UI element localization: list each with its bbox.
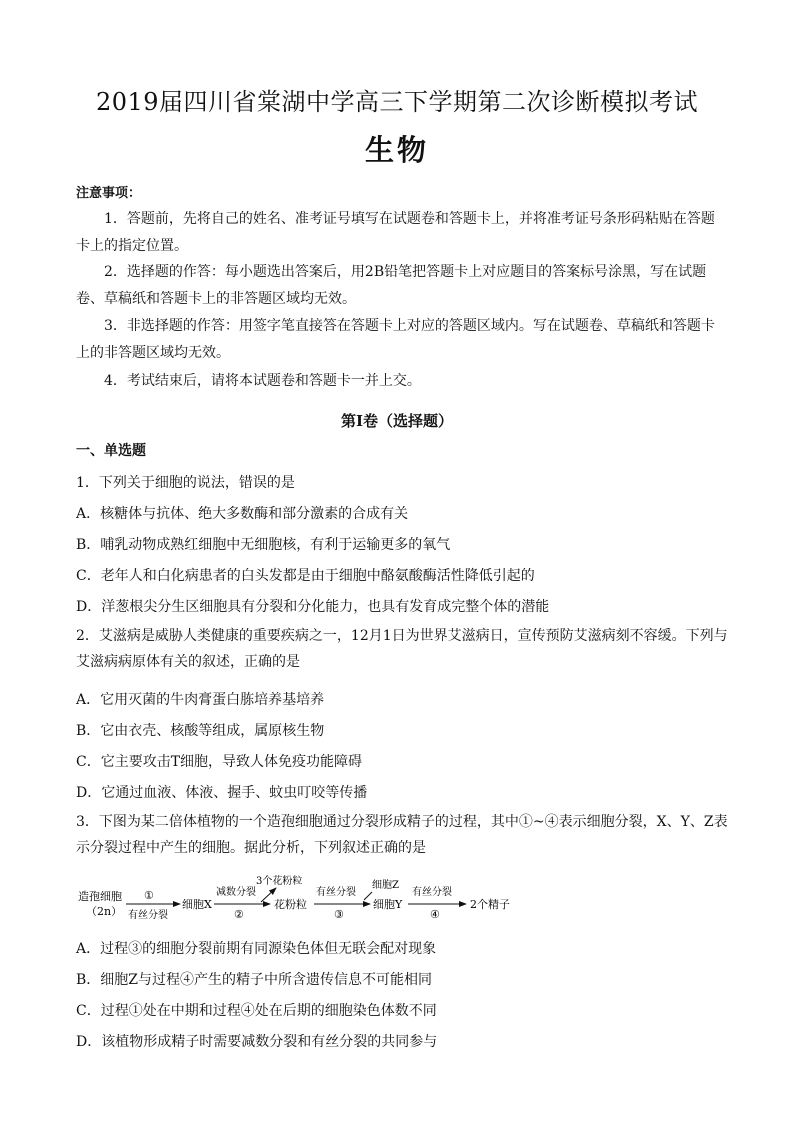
question-3-option-b: B．细胞Z与过程④产生的精子中所含遗传信息不可能相同: [76, 972, 433, 988]
question-2-option-a: A．它用灭菌的牛肉膏蛋白胨培养基培养: [76, 692, 325, 708]
part-heading: 一、单选题: [76, 443, 146, 459]
three-pollen-label: 3个花粉粒: [256, 876, 303, 887]
start-cell-ploidy: （2n）: [86, 905, 123, 918]
step3-label: 有丝分裂: [316, 887, 356, 898]
section-title: 第I卷（选择题）: [340, 412, 454, 430]
cell-z-label: 细胞Z: [372, 880, 399, 891]
notice-item-4: 4．考试结束后，请将本试题卷和答题卡一并上交。: [104, 373, 421, 389]
question-3-option-d: D．该植物形成精子时需要减数分裂和有丝分裂的共同参与: [76, 1034, 438, 1050]
step4-label: 有丝分裂: [412, 887, 452, 898]
question-2-option-c: C．它主要攻击T细胞，导致人体免疫功能障碍: [76, 754, 363, 770]
question-2-stem: 2．艾滋病是威胁人类健康的重要疾病之一，12月1日为世界艾滋病日，宣传预防艾滋病刻不容缓。下列与艾滋病病原体有关的叙述，正确的是: [76, 628, 728, 670]
step2-label: 减数分裂: [216, 887, 256, 898]
exam-title: 2019届四川省棠湖中学高三下学期第二次诊断模拟考试: [95, 88, 699, 116]
question-1-option-d: D．洋葱根尖分生区细胞具有分裂和分化能力，也具有发育成完整个体的潜能: [76, 599, 550, 615]
question-1-option-b: B．哺乳动物成熟红细胞中无细胞核，有利于运输更多的氧气: [76, 537, 451, 553]
question-1-stem: 1．下列关于细胞的说法，错误的是: [76, 475, 295, 491]
step4-number: ④: [430, 908, 440, 921]
step2-number: ②: [234, 908, 244, 921]
question-3-option-a: A．过程③的细胞分裂前期有同源染色体但无联会配对现象: [76, 941, 437, 957]
notice-item-3: 3．非选择题的作答：用签字笔直接答在答题卡上对应的答题区域内。写在试题卷、草稿纸和答题卡上的非答题区域均无效。: [76, 318, 715, 361]
cell-z-branch: [364, 892, 372, 900]
pollen-label: 花粉粒: [274, 898, 307, 911]
step1-number: ①: [144, 889, 154, 902]
subject-title: 生物: [364, 133, 429, 167]
cell-x-label: 细胞X: [182, 898, 212, 911]
step3-number: ③: [334, 908, 344, 921]
question-1-option-a: A．核糖体与抗体、绝大多数酶和部分激素的合成有关: [76, 506, 409, 522]
question-2-option-b: B．它由衣壳、核酸等组成，属原核生物: [76, 723, 325, 739]
notice-item-2: 2．选择题的作答：每小题选出答案后，用2B铅笔把答题卡上对应题目的答案标号涂黑，写在试题卷、草稿纸和答题卡上的非答题区域均无效。: [76, 264, 707, 307]
notice-item-1: 1．答题前，先将自己的姓名、准考证号填写在试题卷和答题卡上，并将准考证号条形码粘贴在答题卡上的指定位置。: [76, 211, 715, 254]
step1-label: 有丝分裂: [128, 910, 168, 921]
question-3-option-c: C．过程①处在中期和过程④处在后期的细胞染色体数不同: [76, 1003, 437, 1019]
question-2-option-d: D．它通过血液、体液、握手、蚊虫叮咬等传播: [76, 785, 368, 801]
cell-y-label: 细胞Y: [373, 898, 403, 911]
start-cell-label: 造孢细胞: [78, 890, 122, 903]
sperm-label: 2个精子: [470, 898, 510, 911]
notice-heading: 注意事项：: [76, 186, 142, 201]
question-1-option-c: C．老年人和白化病患者的白头发都是由于细胞中酪氨酸酶活性降低引起的: [76, 568, 535, 584]
question-3-stem: 3．下图为某二倍体植物的一个造孢细胞通过分裂形成精子的过程，其中①~④表示细胞分裂，X、Y、Z表示分裂过程中产生的细胞。据此分析，下列叙述正确的是: [76, 814, 728, 856]
spermatogenesis-diagram: [76, 872, 536, 930]
